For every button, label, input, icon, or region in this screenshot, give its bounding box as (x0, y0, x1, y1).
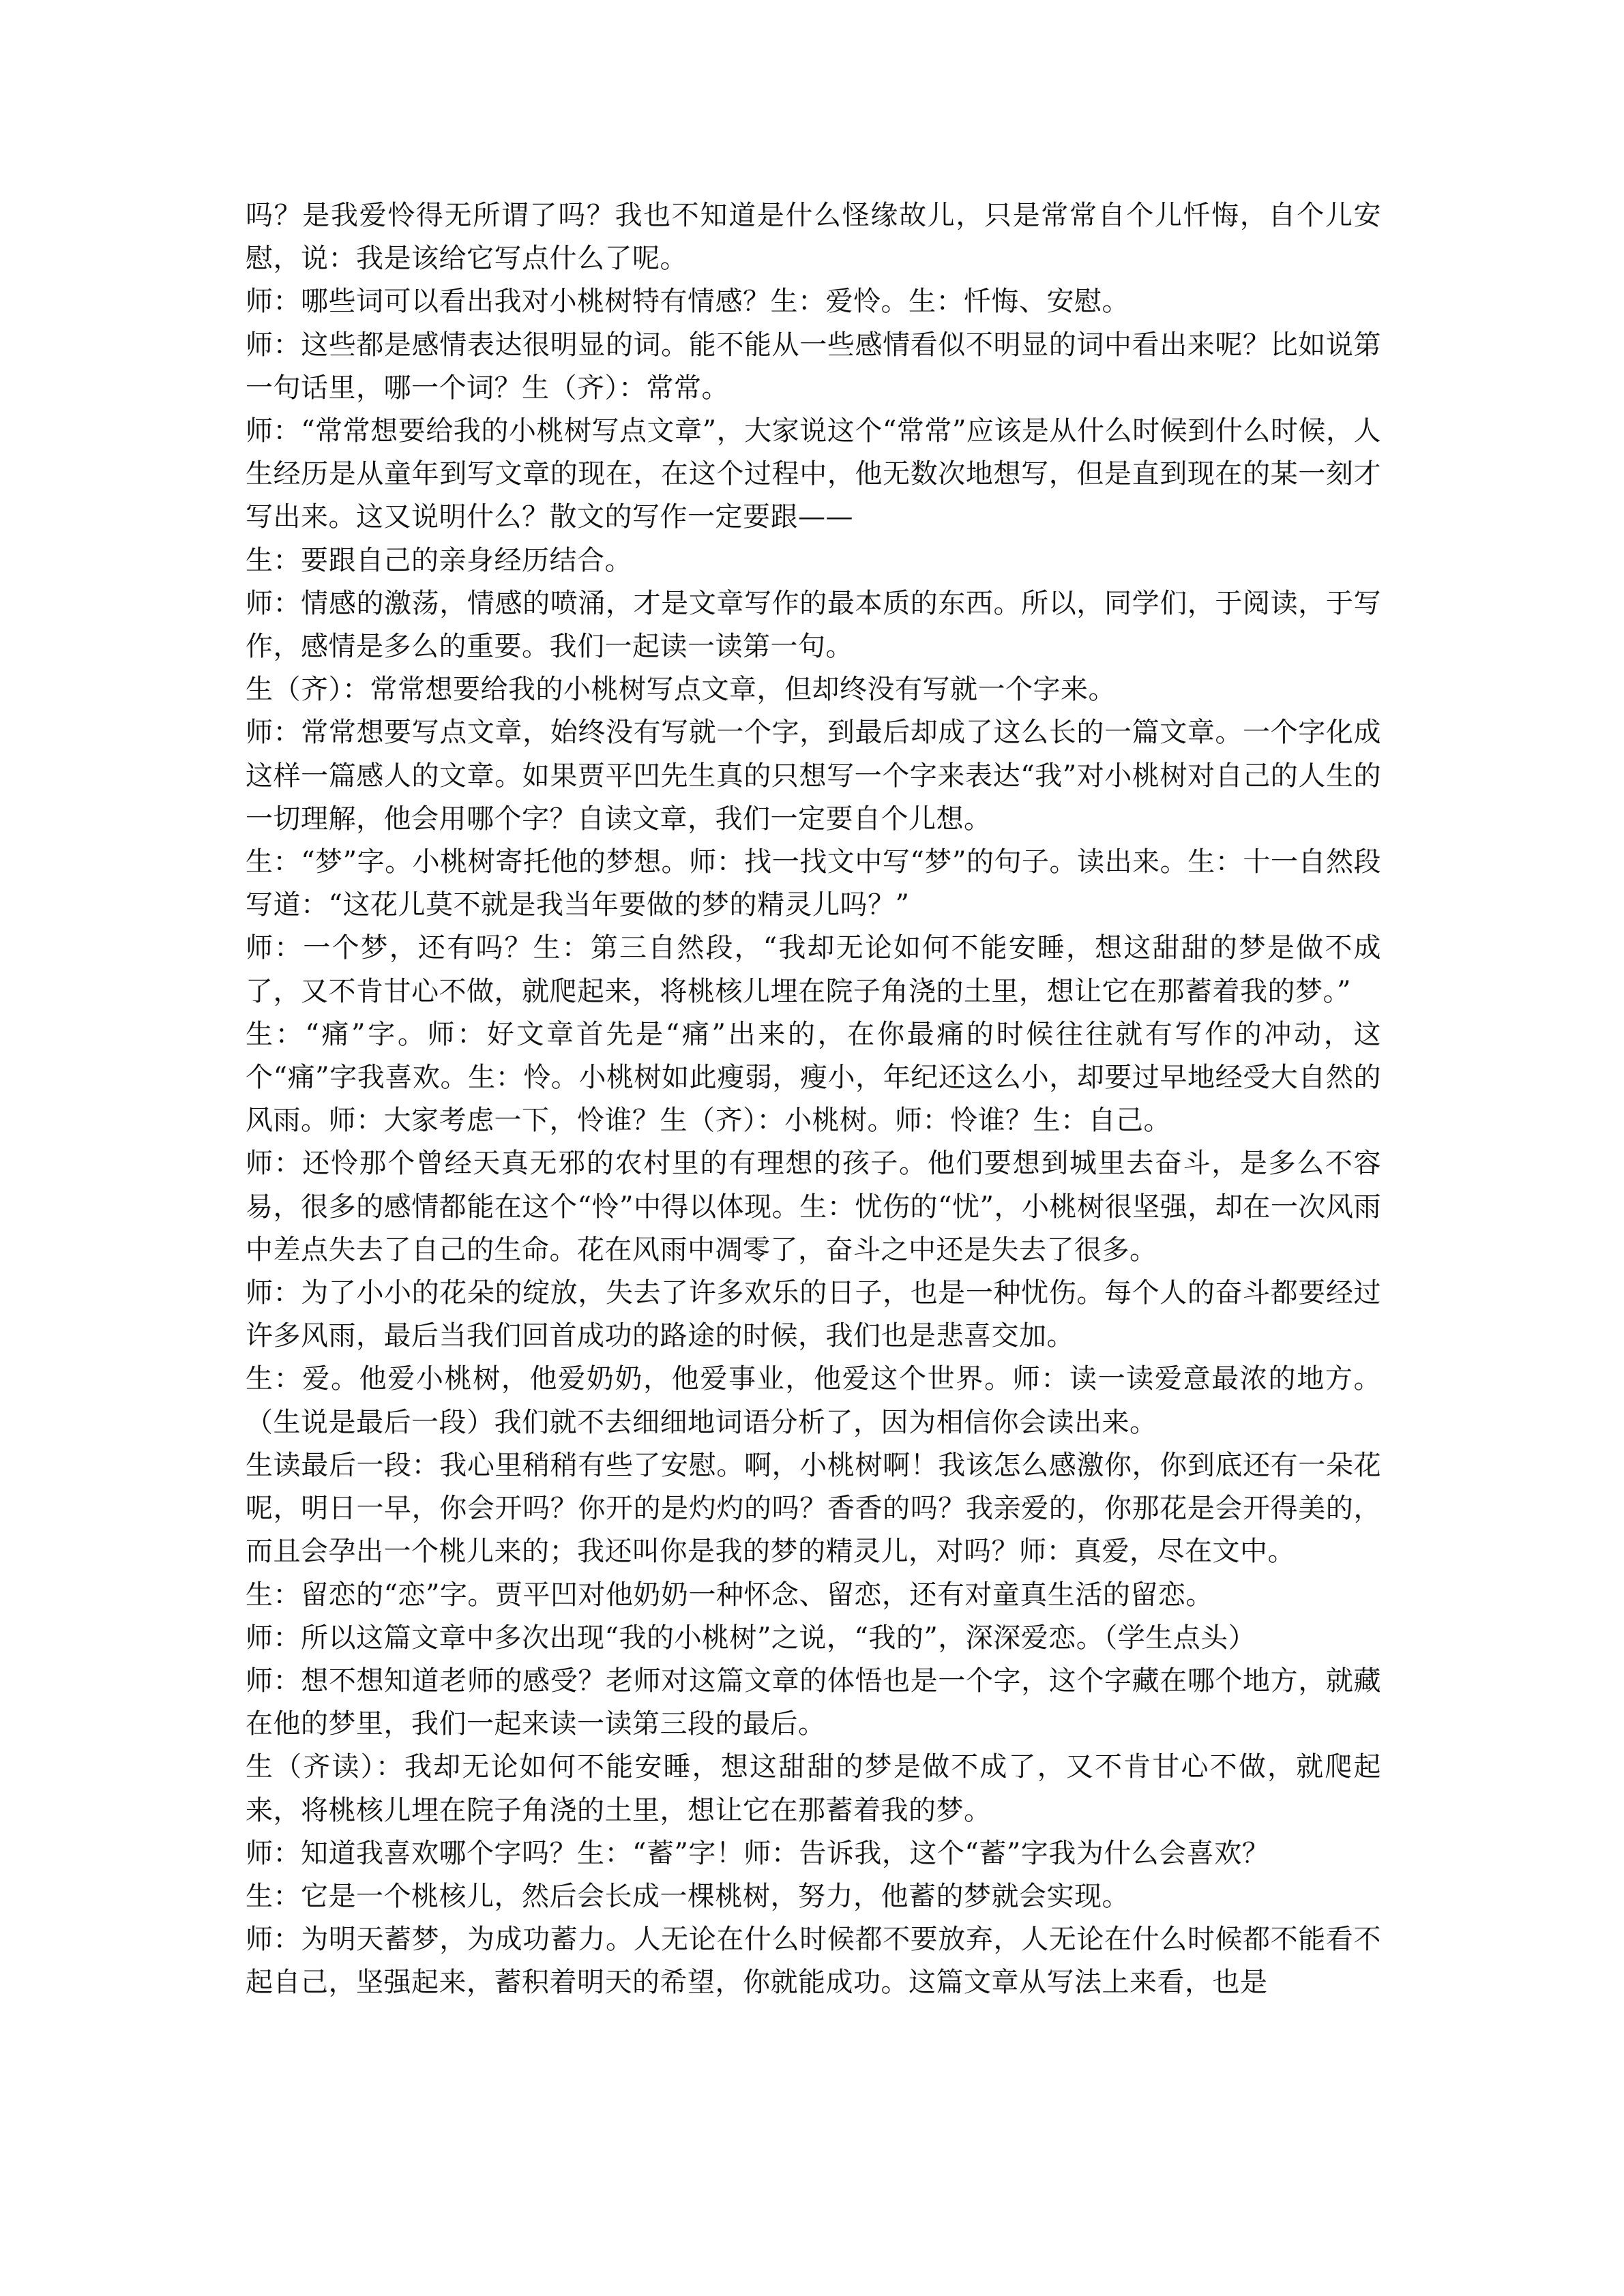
paragraph: 生（齐读）：我却无论如何不能安睡，想这甜甜的梦是做不成了，又不肯甘心不做，就爬起来，将桃核儿埋在院子角浇的土里，想让它在那蓄着我的梦。 (246, 1751, 1381, 1826)
paragraph: 师：知道我喜欢哪个字吗？生：“蓄”字！师：告诉我，这个“蓄”字我为什么会喜欢？ (246, 1837, 1270, 1869)
paragraph: 生：爱。他爱小桃树，他爱奶奶，他爱事业，他爱这个世界。师：读一读爱意最浓的地方。（生说是最后一段）我们就不去细细地词语分析了，因为相信你会读出来。 (246, 1363, 1381, 1438)
document-body (246, 194, 1381, 2005)
paragraph: 师：常常想要写点文章，始终没有写就一个字，到最后却成了这么长的一篇文章。一个字化成这样一篇感人的文章。如果贾平凹先生真的只想写一个字来表达“我”对小桃树对自己的人生的一切理解，他会用哪个字？自读文章，我们一定要自个儿想。 (246, 717, 1381, 835)
paragraph: 师：想不想知道老师的感受？老师对这篇文章的体悟也是一个字，这个字藏在哪个地方，就藏在他的梦里，我们一起来读一读第三段的最后。 (246, 1665, 1381, 1740)
paragraph: 师：这些都是感情表达很明显的词。能不能从一些感情看似不明显的词中看出来呢？比如说第一句话里，哪一个词？生（齐）：常常。 (246, 329, 1381, 404)
paragraph: 生：留恋的“恋”字。贾平凹对他奶奶一种怀念、留恋，还有对童真生活的留恋。 (246, 1579, 1213, 1611)
paragraph: 师：“常常想要给我的小桃树写点文章”，大家说这个“常常”应该是从什么时候到什么时候，人生经历是从童年到写文章的现在，在这个过程中，他无数次地想写，但是直到现在的某一刻才写出来。这又说明什么？散文的写作一定要跟—— (246, 415, 1381, 533)
paragraph: 师：哪些词可以看出我对小桃树特有情感？生：爱怜。生：忏悔、安慰。 (246, 286, 1130, 318)
paragraph: 生：“梦”字。小桃树寄托他的梦想。师：找一找文中写“梦”的句子。读出来。生：十一自然段写道：“这花儿莫不就是我当年要做的梦的精灵儿吗？” (246, 846, 1381, 921)
paragraph: 师：为了小小的花朵的绽放，失去了许多欢乐的日子，也是一种忧伤。每个人的奋斗都要经过许多风雨，最后当我们回首成功的路途的时候，我们也是悲喜交加。 (246, 1277, 1381, 1352)
paragraph: 生（齐）：常常想要给我的小桃树写点文章，但却终没有写就一个字来。 (246, 674, 1116, 706)
paragraph: 师：所以这篇文章中多次出现“我的小桃树”之说，“我的”，深深爱恋。（学生点头） (246, 1622, 1256, 1654)
paragraph: 生读最后一段：我心里稍稍有些了安慰。啊，小桃树啊！我该怎么感激你，你到底还有一朵花呢，明日一早，你会开吗？你开的是灼灼的吗？香香的吗？我亲爱的，你那花是会开得美的，而且会孕出一个桃儿来的；我还叫你是我的梦的精灵儿，对吗？师：真爱，尽在文中。 (246, 1449, 1381, 1568)
paragraph: 吗？是我爱怜得无所谓了吗？我也不知道是什么怪缘故儿，只是常常自个儿忏悔，自个儿安慰，说：我是该给它写点什么了呢。 (246, 200, 1381, 275)
paragraph: 师：一个梦，还有吗？生：第三自然段，“我却无论如何不能安睡，想这甜甜的梦是做不成了，又不肯甘心不做，就爬起来，将桃核儿埋在院子角浇的土里，想让它在那蓄着我的梦。” (246, 932, 1381, 1007)
paragraph: 师：还怜那个曾经天真无邪的农村里的有理想的孩子。他们要想到城里去奋斗，是多么不容易，很多的感情都能在这个“怜”中得以体现。生：忧伤的“忧”，小桃树很坚强，却在一次风雨中差点失去了自己的生命。花在风雨中凋零了，奋斗之中还是失去了很多。 (246, 1148, 1381, 1266)
paragraph: 师：情感的激荡，情感的喷涌，才是文章写作的最本质的东西。所以，同学们，于阅读，于写作，感情是多么的重要。我们一起读一读第一句。 (246, 587, 1381, 663)
paragraph: 生：它是一个桃核儿，然后会长成一棵桃树，努力，他蓄的梦就会实现。 (246, 1880, 1130, 1912)
paragraph: 师：为明天蓄梦，为成功蓄力。人无论在什么时候都不要放弃，人无论在什么时候都不能看不起自己，坚强起来，蓄积着明天的希望，你就能成功。这篇文章从写法上来看，也是 (246, 1924, 1381, 1999)
paragraph: 生：要跟自己的亲身经历结合。 (246, 544, 632, 576)
paragraph: 生：“痛”字。师：好文章首先是“痛”出来的，在你最痛的时候往往就有写作的冲动，这个“痛”字我喜欢。生：怜。小桃树如此瘦弱，瘦小，年纪还这么小，却要过早地经受大自然的风雨。师：大家考虑一下，怜谁？生（齐）：小桃树。师：怜谁？生：自己。 (246, 1018, 1381, 1137)
